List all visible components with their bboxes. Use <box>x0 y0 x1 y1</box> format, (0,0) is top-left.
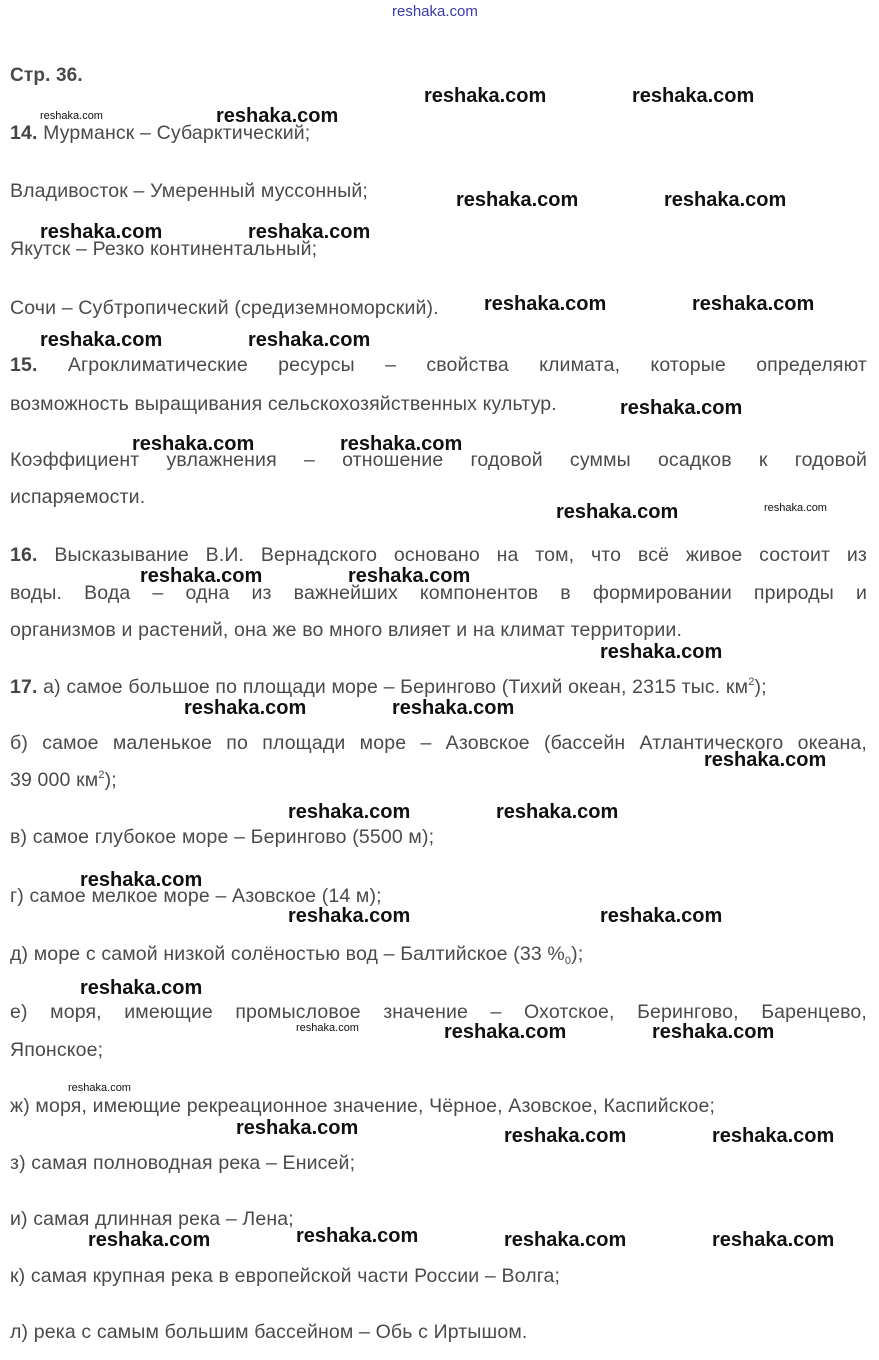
line-text: а) самое большое по площади море – Берингово (Тихий океан, 2315 тыс. км <box>37 676 749 698</box>
watermark: reshaka.com <box>68 1082 131 1094</box>
watermark: reshaka.com <box>556 501 679 523</box>
watermark: reshaka.com <box>620 397 743 419</box>
text-line: г) самое мелкое море – Азовское (14 м); <box>10 885 382 907</box>
watermark: reshaka.com <box>600 641 723 663</box>
watermark: reshaka.com <box>484 293 607 315</box>
watermark: reshaka.com <box>496 801 619 823</box>
text-line: и) самая длинная река – Лена; <box>10 1208 294 1230</box>
watermark: reshaka.com <box>704 749 827 771</box>
subscript: 0 <box>564 955 572 967</box>
text-line: Владивосток – Умеренный муссонный; <box>10 180 369 202</box>
text-line: в) самое глубокое море – Берингово (5500 м); <box>10 826 435 848</box>
page-label: Стр. 36. <box>10 65 83 86</box>
line-text: ); <box>754 676 767 698</box>
line-text: 39 000 км <box>10 769 99 791</box>
text-line: воды. Вода – одна из важнейших компонентов в формировании природы и <box>10 582 867 604</box>
watermark: reshaka.com <box>348 565 471 587</box>
superscript: 2 <box>748 676 755 688</box>
text-line: л) река с самым большим бассейном – Обь с Иртышом. <box>10 1321 528 1343</box>
watermark: reshaka.com <box>712 1125 835 1147</box>
line-text: Высказывание В.И. Вернадского основано на том, что всё живое состоит из <box>37 544 867 566</box>
watermark: reshaka.com <box>340 433 463 455</box>
text-line: Якутск – Резко континентальный; <box>10 238 318 260</box>
text-line: к) самая крупная река в европейской части России – Волга; <box>10 1265 561 1287</box>
watermark: reshaka.com <box>392 697 515 719</box>
watermark: reshaka.com <box>456 189 579 211</box>
line-text: Агроклиматические ресурсы – свойства климата, которые определяют <box>37 354 867 376</box>
watermark: reshaka.com <box>288 905 411 927</box>
question-number: 16. <box>10 544 38 566</box>
watermark: reshaka.com <box>504 1125 627 1147</box>
watermark: reshaka.com <box>504 1229 627 1251</box>
text-line: Японское; <box>10 1039 104 1061</box>
text-line: з) самая полноводная река – Енисей; <box>10 1152 356 1174</box>
watermark: reshaka.com <box>424 85 547 107</box>
watermark: reshaka.com <box>296 1225 419 1247</box>
watermark: reshaka.com <box>600 905 723 927</box>
text-line: б) самое маленькое по площади море – Азовское (бассейн Атлантического океана, <box>10 732 867 754</box>
watermark: reshaka.com <box>764 502 827 514</box>
text-line <box>10 942 867 966</box>
text-line: Сочи – Субтропический (средиземноморский). <box>10 297 439 319</box>
watermark: reshaka.com <box>40 221 163 243</box>
line-text: д) море с самой низкой солёностью вод – Балтийское (33 % <box>10 943 565 965</box>
watermark: reshaka.com <box>248 329 371 351</box>
text-line: ж) моря, имеющие рекреационное значение, Чёрное, Азовское, Каспийское; <box>10 1095 716 1117</box>
answer-15-line <box>10 353 867 377</box>
answer-14-line <box>10 121 867 145</box>
watermark: reshaka.com <box>88 1229 211 1251</box>
watermark: reshaka.com <box>40 329 163 351</box>
watermark: reshaka.com <box>248 221 371 243</box>
text-line: испаряемости. <box>10 486 146 508</box>
watermark: reshaka.com <box>184 697 307 719</box>
watermark: reshaka.com <box>132 433 255 455</box>
line-text: ); <box>571 943 584 965</box>
text-line: Коэффициент увлажнения – отношение годовой суммы осадков к годовой <box>10 449 867 471</box>
text-line: организмов и растений, она же во много влияет и на климат территории. <box>10 619 683 641</box>
watermark: reshaka.com <box>296 1022 359 1034</box>
watermark: reshaka.com <box>444 1021 567 1043</box>
watermark: reshaka.com <box>288 801 411 823</box>
watermark: reshaka.com <box>652 1021 775 1043</box>
watermark: reshaka.com <box>40 110 103 122</box>
watermark: reshaka.com <box>80 977 203 999</box>
watermark: reshaka.com <box>664 189 787 211</box>
header-watermark: reshaka.com <box>392 3 478 20</box>
line-text: ); <box>104 769 117 791</box>
watermark: reshaka.com <box>632 85 755 107</box>
watermark: reshaka.com <box>140 565 263 587</box>
watermark: reshaka.com <box>80 869 203 891</box>
watermark: reshaka.com <box>692 293 815 315</box>
question-number: 14. <box>10 122 38 144</box>
watermark: reshaka.com <box>216 105 339 127</box>
text-line: возможность выращивания сельскохозяйственных культур. <box>10 393 557 415</box>
watermark: reshaka.com <box>712 1229 835 1251</box>
line-text: Мурманск – Субарктический; <box>37 122 311 144</box>
question-number: 17. <box>10 676 38 698</box>
superscript: 2 <box>98 769 105 781</box>
text-line: е) моря, имеющие промысловое значение – Охотское, Берингово, Баренцево, <box>10 1001 867 1023</box>
watermark: reshaka.com <box>236 1117 359 1139</box>
question-number: 15. <box>10 354 38 376</box>
